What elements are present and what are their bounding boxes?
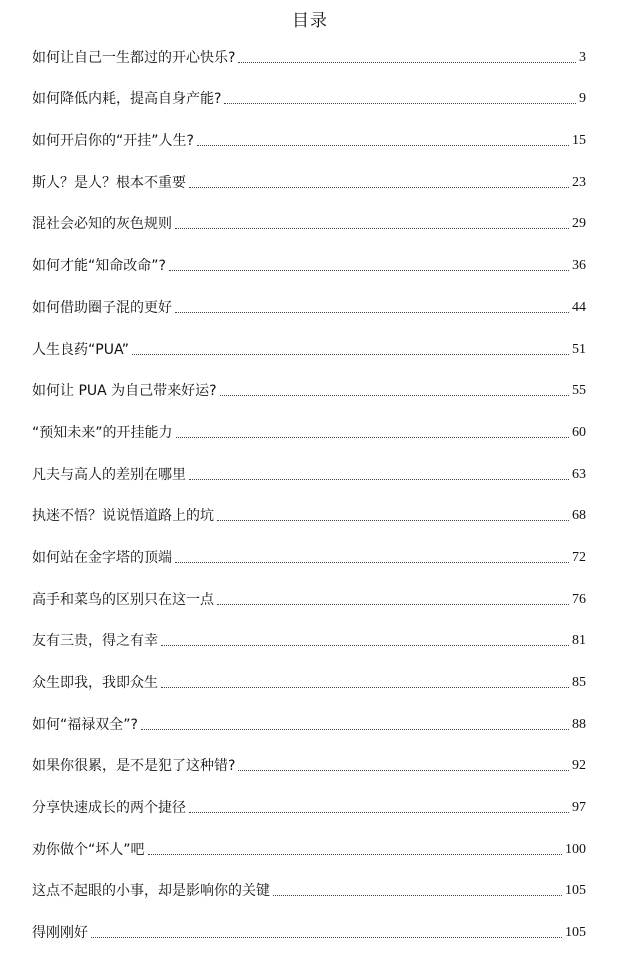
toc-entry-page-number: 105 (565, 883, 586, 899)
dot-leader (141, 729, 569, 730)
toc-entry[interactable] (32, 708, 586, 750)
toc-entry-page-number: 60 (572, 424, 586, 440)
toc-list (32, 41, 586, 958)
toc-entry-page-number: 23 (572, 174, 586, 190)
toc-entry[interactable] (32, 666, 586, 708)
toc-entry-page-number: 72 (572, 549, 586, 565)
toc-entry[interactable] (32, 41, 586, 83)
toc-entry[interactable] (32, 625, 586, 667)
dot-leader (273, 895, 562, 896)
toc-entry-title: 友有三贵，得之有幸 (32, 633, 158, 650)
toc-entry-title: 如何借助圈子混的更好 (32, 299, 172, 316)
toc-entry-title: 分享快速成长的两个捷径 (32, 800, 186, 817)
toc-entry-title: 执迷不悟？说说悟道路上的坑 (32, 508, 214, 525)
dot-leader (91, 937, 562, 938)
dot-leader (132, 354, 569, 355)
toc-entry-title: 斯人？是人？根本不重要 (32, 174, 186, 191)
toc-entry[interactable] (32, 249, 586, 291)
toc-entry-page-number: 100 (565, 841, 586, 857)
dot-leader (220, 395, 569, 396)
toc-entry-page-number: 105 (565, 925, 586, 941)
toc-entry[interactable] (32, 583, 586, 625)
dot-leader (197, 145, 569, 146)
toc-entry[interactable] (32, 83, 586, 125)
toc-entry-page-number: 51 (572, 341, 586, 357)
toc-entry[interactable] (32, 875, 586, 917)
dot-leader (169, 270, 569, 271)
toc-entry-title: 高手和菜鸟的区别只在这一点 (32, 591, 214, 608)
toc-entry-page-number: 63 (572, 466, 586, 482)
toc-entry-page-number: 44 (572, 299, 586, 315)
toc-entry[interactable] (32, 541, 586, 583)
dot-leader (176, 437, 569, 438)
toc-entry-title: 得刚刚好 (32, 925, 88, 942)
toc-entry-page-number: 92 (572, 758, 586, 774)
dot-leader (175, 228, 569, 229)
toc-entry-page-number: 68 (572, 508, 586, 524)
dot-leader (238, 62, 576, 63)
toc-entry-title: 如何让自己一生都过的开心快乐? (32, 49, 236, 66)
toc-entry-page-number: 29 (572, 216, 586, 232)
dot-leader (238, 770, 569, 771)
toc-entry[interactable] (32, 833, 586, 875)
toc-entry-page-number: 76 (572, 591, 586, 607)
toc-entry-title: 如何让 PUA 为自己带来好运? (32, 383, 217, 400)
toc-entry-title: 如何才能“知命改命”? (32, 258, 166, 275)
toc-entry-page-number: 36 (572, 258, 586, 274)
toc-entry[interactable] (32, 208, 586, 250)
dot-leader (217, 604, 569, 605)
toc-entry-title: 众生即我，我即众生 (32, 675, 158, 691)
toc-entry-page-number: 3 (579, 49, 586, 65)
toc-entry[interactable] (32, 375, 586, 417)
toc-entry[interactable] (32, 333, 586, 375)
toc-entry-title: 如何“福禄双全”? (32, 716, 138, 733)
dot-leader (224, 103, 576, 104)
toc-entry-title: 混社会必知的灰色规则 (32, 216, 172, 233)
dot-leader (161, 645, 569, 646)
toc-entry-title: 如何站在金字塔的顶端 (32, 549, 172, 566)
toc-entry-title: 劝你做个“坏人”吧 (32, 841, 145, 858)
toc-entry[interactable] (32, 291, 586, 333)
page-title: 目录 (292, 11, 328, 31)
toc-entry-page-number: 15 (572, 133, 586, 149)
dot-leader (189, 479, 569, 480)
toc-entry-page-number: 97 (572, 800, 586, 816)
toc-entry-title: 如何降低内耗，提高自身产能? (32, 91, 222, 108)
dot-leader (189, 812, 569, 813)
toc-entry-page-number: 85 (572, 675, 586, 690)
toc-entry-title: 人生良药“PUA” (32, 341, 130, 358)
dot-leader (175, 312, 569, 313)
toc-entry[interactable] (32, 791, 586, 833)
toc-entry-title: 这点不起眼的小事，却是影响你的关键 (32, 883, 270, 900)
dot-leader (148, 854, 562, 855)
dot-leader (189, 187, 569, 188)
toc-entry[interactable] (32, 166, 586, 208)
toc-entry-title: “预知未来”的开挂能力 (32, 424, 173, 441)
dot-leader (161, 687, 569, 688)
toc-entry-title: 凡夫与高人的差别在哪里 (32, 466, 186, 483)
toc-entry-page-number: 88 (572, 716, 586, 732)
toc-entry[interactable] (32, 124, 586, 166)
toc-entry-page-number: 9 (579, 91, 586, 107)
toc-entry-page-number: 81 (572, 633, 586, 649)
dot-leader (217, 520, 569, 521)
toc-entry-title: 如果你很累，是不是犯了这种错? (32, 758, 236, 775)
toc-entry[interactable] (32, 750, 586, 792)
toc-entry[interactable] (32, 458, 586, 500)
toc-entry[interactable] (32, 500, 586, 542)
toc-entry[interactable] (32, 416, 586, 458)
toc-entry-page-number: 55 (572, 383, 586, 399)
dot-leader (175, 562, 569, 563)
toc-entry-title: 如何开启你的“开挂”人生? (32, 133, 194, 150)
